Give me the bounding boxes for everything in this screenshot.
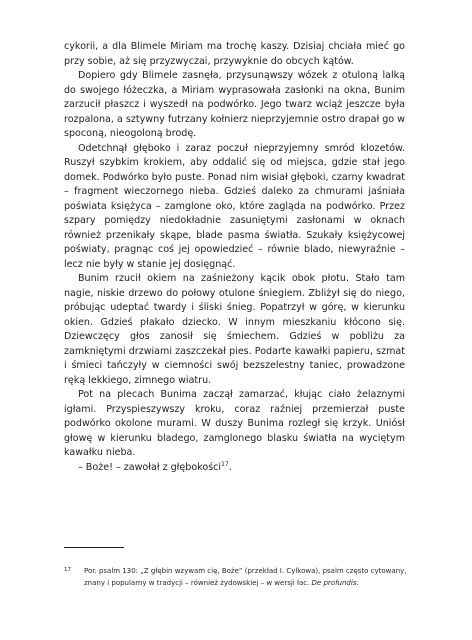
paragraph-1: cykorii, a dla Blimele Miriam ma trochę kaszy. Dzisiaj chciała mieć go przy sobie, aż się przyzwyczai, przywyknie do obcych kątów. [64,41,405,67]
footnote-text [64,566,411,589]
footnote-reference[interactable]: 17 [221,460,229,468]
footnote-latin-title: De profundis [311,578,357,587]
footnote-body: Por. psalm 130: „Z głębin wzywam cię, Boże” (przekład I. Cylkowa), psalm często cytowany, znany i popularny w tradycji – również żydowskiej – w wersji łac. [84,567,407,587]
paragraph-3: Odetchnął głęboko i zaraz poczuł nieprzyjemny smród klozetów. Ruszył szybkim krokiem, aby oddalić się od miejsca, gdzie stał jego domek. Podwórko było puste. Ponad nim wisiał głęboki, czarny kwadrat – fragment wieczornego nieba. Gdzieś daleko za chmurami jaśniała poświata księżyca – zamglone oko, które zagląda na podwórko. Przez szpary pomiędzy niedokładnie zasuniętymi zasłonami w oknach również przenikały skąpe, blade pasma światła. Szukały księżycowej poświaty, pragnąc coś jej opowiedzieć – równie blado, niewyraźnie – lecz nie były w stanie jej dosięgnąć. [64,142,405,270]
footnote-number: 17 [64,567,71,573]
dialogue-line: – Boże! – zawołał z głębokości [78,461,222,473]
dialogue-tail: . [228,461,232,473]
paragraph-6 [64,461,405,476]
footnote-divider [64,547,124,548]
paragraph-2: Dopiero gdy Blimele zasnęła, przysunąwszy wózek z otuloną lalką do swojego łóżeczka, a Miriam wyprasowała zasłonki na okna, Bunim zarzucił płaszcz i wyszedł na podwórko. Jego twarz wciąż jeszcze była rozpalona, a sztywny futrzany kołnierz nieprzyjemnie ostro drapał go w spoconą, nieogoloną brodę. [64,70,405,139]
footnote-tail: . [356,578,359,587]
paragraph-4: Bunim rzucił okiem na zaśnieżony kącik obok płotu. Stało tam nagie, niskie drzewo do połowy otulone śniegiem. Zbliżył się do niego, próbując udeptać twardy i śliski śnieg. Popatrzył w górę, w kierunku okien. Gdzieś płakało dziecko. W innym mieszkaniu kłócono się. Dziewczęcy głos zanosił się śmiechem. Gdzieś w pobliżu za zamkniętymi drzwiami zaszczekał pies. Podarte kawałki papieru, szmat i śmieci tańczyły w ciemności swój bezszelestny taniec, prowadzone ręką lekkiego, zimnego wiatru. [64,273,405,386]
paragraph-5: Pot na plecach Bunima zaczął zamarzać, kłując ciało żelaznymi igłami. Przyspieszywszy kroku, coraz raźniej przemierzał puste podwórko okolone murami. W duszy Bunima rozległ się krzyk. Uniósł głowę w kierunku bladego, zamglonego blasku światła na wyciętym kawałku nieba. [64,389,405,458]
body-text [64,40,405,475]
footnote [64,566,411,589]
